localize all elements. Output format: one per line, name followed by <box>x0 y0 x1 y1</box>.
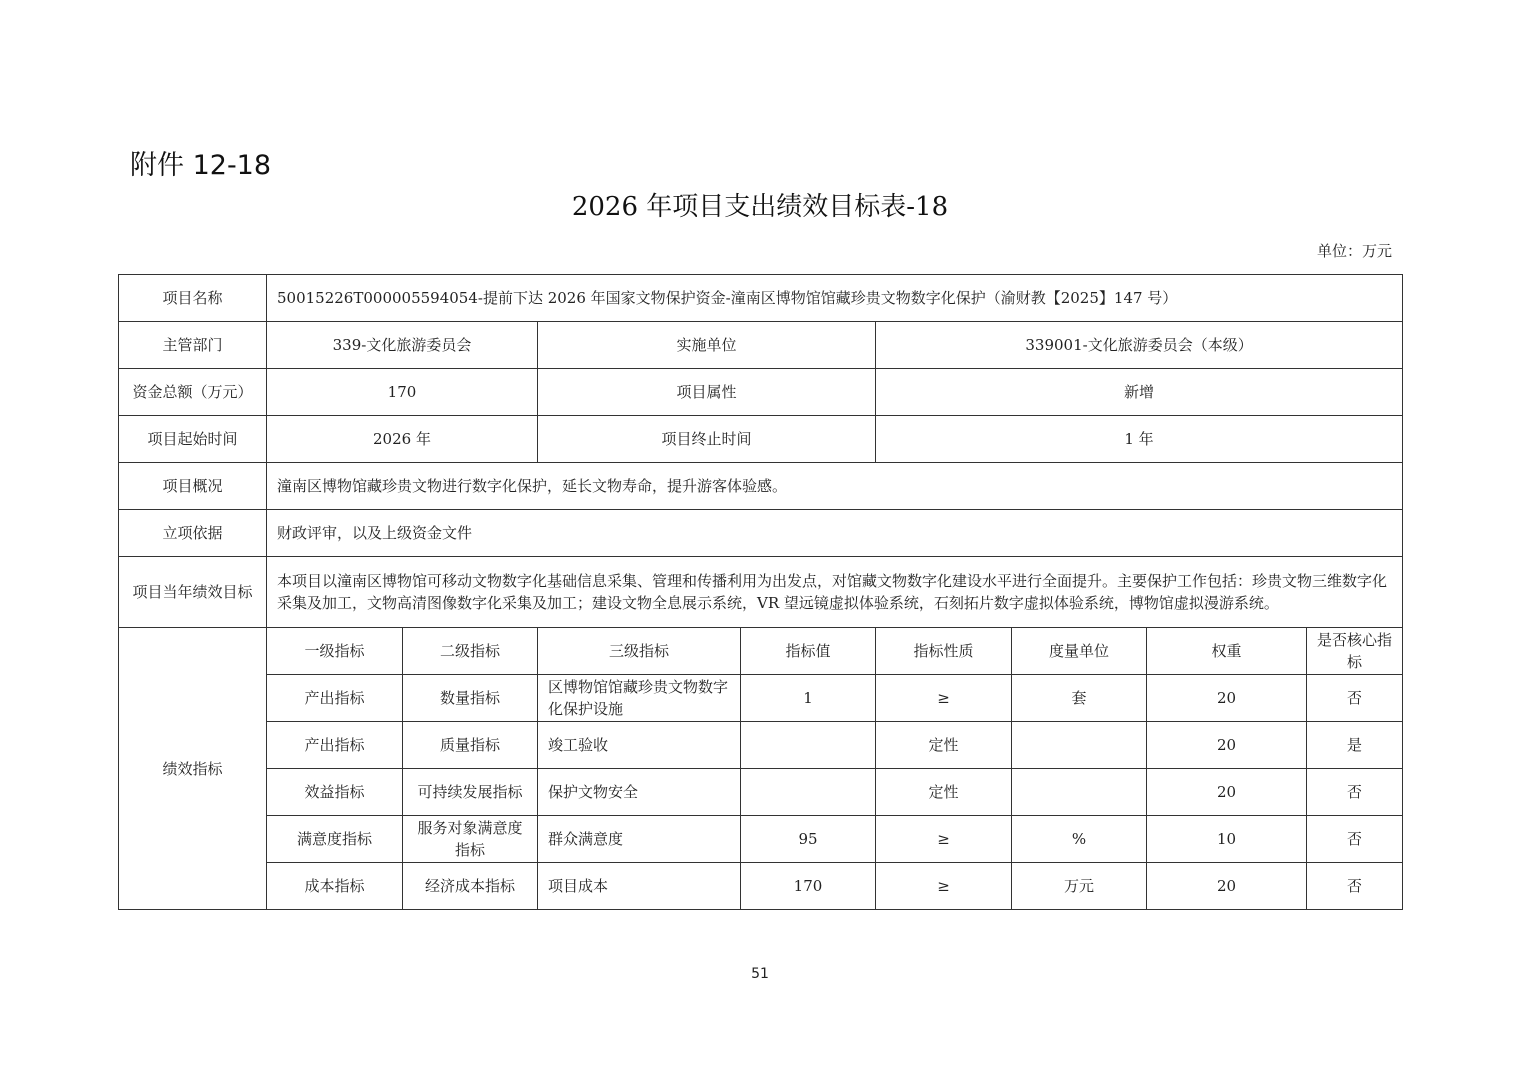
indicator-cell: 质量指标 <box>403 722 538 769</box>
indicator-cell: % <box>1012 816 1147 863</box>
impl-label: 实施单位 <box>538 322 876 369</box>
dept-value: 339-文化旅游委员会 <box>267 322 538 369</box>
fund-label: 资金总额（万元） <box>119 369 267 416</box>
header-cell: 度量单位 <box>1012 628 1147 675</box>
indicator-cell: 20 <box>1147 769 1307 816</box>
indicator-cell: 1 <box>741 675 876 722</box>
unit-label: 单位：万元 <box>1316 242 1392 260</box>
end-label: 项目终止时间 <box>538 416 876 463</box>
start-label: 项目起始时间 <box>119 416 267 463</box>
indicator-cell: 否 <box>1307 769 1403 816</box>
fund-value: 170 <box>267 369 538 416</box>
indicator-cell: ≥ <box>876 863 1012 910</box>
indicator-header-row <box>119 628 1403 675</box>
end-value: 1 年 <box>876 416 1403 463</box>
indicator-cell: 套 <box>1012 675 1147 722</box>
indicator-cell: 否 <box>1307 675 1403 722</box>
project-name-value: 50015226T000005594054-提前下达 2026 年国家文物保护资金-潼南区博物馆馆藏珍贵文物数字化保护（渝财教【2025】147 号） <box>267 275 1403 322</box>
indicator-cell: 服务对象满意度指标 <box>403 816 538 863</box>
indicator-cell: 否 <box>1307 863 1403 910</box>
indicator-cell: 10 <box>1147 816 1307 863</box>
row-basis <box>119 510 1403 557</box>
header-cell: 二级指标 <box>403 628 538 675</box>
indicator-cell: 是 <box>1307 722 1403 769</box>
indicator-cell <box>741 722 876 769</box>
indicator-cell <box>1012 722 1147 769</box>
attr-value: 新增 <box>876 369 1403 416</box>
indicator-cell: 170 <box>741 863 876 910</box>
indicator-cell: 成本指标 <box>267 863 403 910</box>
indicator-cell: 否 <box>1307 816 1403 863</box>
basis-value: 财政评审，以及上级资金文件 <box>267 510 1403 557</box>
page-title: 2026 年项目支出绩效目标表-18 <box>571 192 949 222</box>
header-cell: 指标性质 <box>876 628 1012 675</box>
indicator-cell: 满意度指标 <box>267 816 403 863</box>
indicator-cell: 产出指标 <box>267 722 403 769</box>
header-cell: 权重 <box>1147 628 1307 675</box>
indicator-row <box>119 816 1403 863</box>
indicator-cell: ≥ <box>876 675 1012 722</box>
indicator-cell: 经济成本指标 <box>403 863 538 910</box>
indicator-cell: 20 <box>1147 675 1307 722</box>
row-fund <box>119 369 1403 416</box>
indicator-cell: 产出指标 <box>267 675 403 722</box>
indicators-section-label: 绩效指标 <box>119 628 267 910</box>
overview-value: 潼南区博物馆藏珍贵文物进行数字化保护，延长文物寿命，提升游客体验感。 <box>267 463 1403 510</box>
indicator-cell <box>741 769 876 816</box>
goal-label: 项目当年绩效目标 <box>119 557 267 628</box>
header-cell: 一级指标 <box>267 628 403 675</box>
indicator-cell: 项目成本 <box>538 863 741 910</box>
indicator-cell: 95 <box>741 816 876 863</box>
indicator-cell: ≥ <box>876 816 1012 863</box>
indicator-row <box>119 722 1403 769</box>
indicator-cell: 定性 <box>876 722 1012 769</box>
indicator-row <box>119 863 1403 910</box>
indicator-cell: 效益指标 <box>267 769 403 816</box>
row-project-name <box>119 275 1403 322</box>
indicator-row <box>119 675 1403 722</box>
indicator-cell: 20 <box>1147 722 1307 769</box>
indicator-cell: 保护文物安全 <box>538 769 741 816</box>
indicator-cell: 万元 <box>1012 863 1147 910</box>
attr-label: 项目属性 <box>538 369 876 416</box>
row-department <box>119 322 1403 369</box>
basis-label: 立项依据 <box>119 510 267 557</box>
goal-value: 本项目以潼南区博物馆可移动文物数字化基础信息采集、管理和传播利用为出发点，对馆藏文物数字化建设水平进行全面提升。主要保护工作包括：珍贵文物三维数字化采集及加工，文物高清图像数字化采集及加工；建设文物全息展示系统，VR 望远镜虚拟体验系统，石刻拓片数字虚拟体验系统，博物馆虚拟漫游系统。 <box>267 557 1403 628</box>
header-cell: 是否核心指标 <box>1307 628 1403 675</box>
header-cell: 三级指标 <box>538 628 741 675</box>
row-overview <box>119 463 1403 510</box>
row-goal <box>119 557 1403 628</box>
start-value: 2026 年 <box>267 416 538 463</box>
indicator-cell: 定性 <box>876 769 1012 816</box>
performance-table <box>118 274 1403 910</box>
indicator-cell: 群众满意度 <box>538 816 741 863</box>
row-time <box>119 416 1403 463</box>
indicator-cell: 竣工验收 <box>538 722 741 769</box>
overview-label: 项目概况 <box>119 463 267 510</box>
indicator-cell: 20 <box>1147 863 1307 910</box>
indicator-row <box>119 769 1403 816</box>
impl-value: 339001-文化旅游委员会（本级） <box>876 322 1403 369</box>
indicator-cell <box>1012 769 1147 816</box>
project-name-label: 项目名称 <box>119 275 267 322</box>
indicator-cell: 区博物馆馆藏珍贵文物数字化保护设施 <box>538 675 741 722</box>
indicator-cell: 数量指标 <box>403 675 538 722</box>
indicator-cell: 可持续发展指标 <box>403 769 538 816</box>
page-number: 51 <box>751 966 769 982</box>
dept-label: 主管部门 <box>119 322 267 369</box>
header-cell: 指标值 <box>741 628 876 675</box>
attachment-label: 附件 12-18 <box>130 150 272 181</box>
